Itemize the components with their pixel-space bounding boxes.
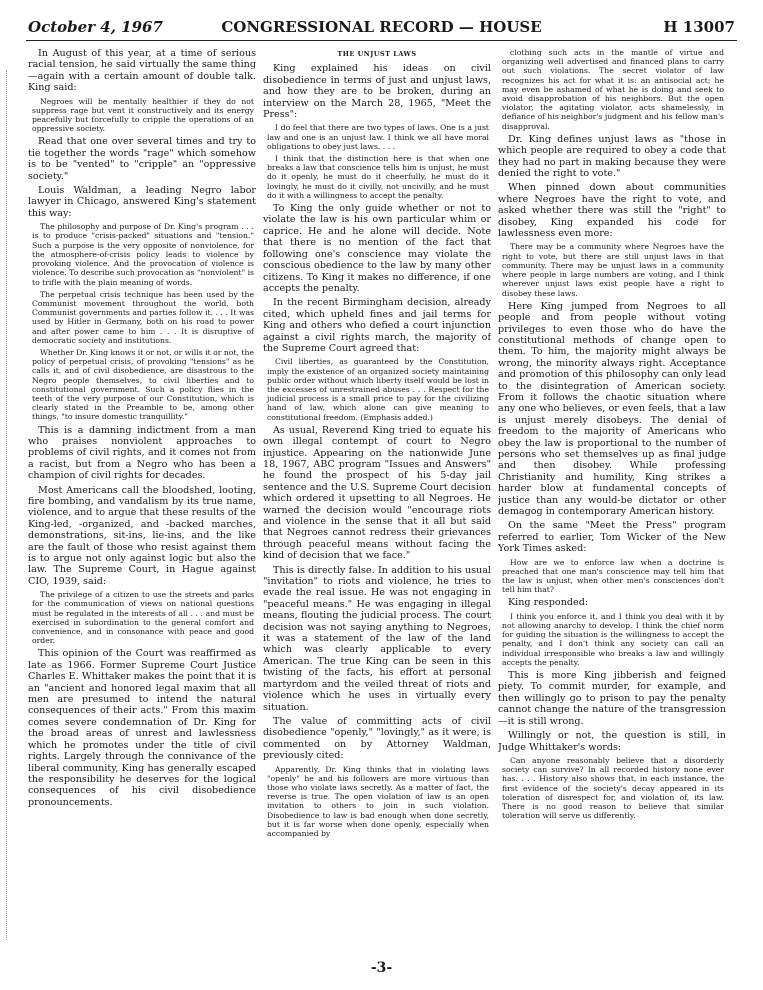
header-date: October 4, 1967 bbox=[28, 18, 163, 36]
block-quote: The philosophy and purpose of Dr. King's program . . . is to produce "crisis-packed" situations and "tension." Such a purpose is the very opposite of nonviolence, for the atmosphere-of-crisis policy leads to violence by provoking violence. And the provocation of violence is violence. To describe such provocation as "nonviolent" is to trifle with the plain meaning of words. bbox=[32, 222, 254, 287]
column-3 bbox=[498, 48, 726, 933]
header-title: CONGRESSIONAL RECORD — HOUSE bbox=[221, 18, 542, 36]
paragraph: Louis Waldman, a leading Negro labor lawyer in Chicago, answered King's statement this way: bbox=[28, 185, 256, 219]
paragraph: In the recent Birmingham decision, already cited, which upheld fines and jail terms for King and others who defied a court injunction against a civil rights march, the majority of the Supreme Court agreed that: bbox=[263, 297, 491, 354]
column-1 bbox=[28, 48, 256, 933]
section-heading: THE UNJUST LAWS bbox=[337, 50, 417, 58]
paragraph: As usual, Reverend King tried to equate his own illegal contempt of court to Negro injustice. Appearing on the nationwide June 18, 1967, ABC program "Issues and Answers" he found the prospect of his 5-day jail sentence and the U.S. Supreme Court decision which ordered it upsetting to all Negroes. He warned the decision would "encourage riots and violence in the sense that it all but said that Negroes cannot redress their grievances through peaceful means without facing the kind of decision that we face." bbox=[263, 424, 491, 562]
block-quote: I do feel that there are two types of laws. One is a just law and one is an unjust law. I think we all have moral obligations to obey just laws. . . . bbox=[267, 123, 489, 151]
paragraph: This is directly false. In addition to his usual "invitation" to riots and violence, he tries to evade the real issue. He was not engaging in "peaceful means." He was engaging in illegal means, flouting the judicial process. The court decision was not saying anything to Negroes, it was a statement of the law of the land which was clearly applicable to every American. The true King can be seen in this twisting of the facts, his effort at personal martyrdom and the veiled threat of riots and violence which he uses in virtually every situation. bbox=[263, 564, 491, 713]
paragraph: This opinion of the Court was reaffirmed as late as 1966. Former Supreme Court Justice Charles E. Whittaker makes the point that it is an "ancient and honored legal maxim that all men are presumed to intend the natural consequences of their acts." From this maxim comes severe condemnation of Dr. King for the broad areas of unrest and lawlessness which he promotes under the title of civil rights. Largely through the connivance of the liberal community, King has generally escaped the responsibility he deserves for the logical consequences of his civil disobedience pronouncements. bbox=[28, 648, 256, 808]
paragraph: Most Americans call the bloodshed, looting, fire bombing, and vandalism by its true name, violence, and to argue that these results of the King-led, -organized, and -backed marches, demonstrations, sit-ins, lie-ins, and the like are the fault of those who resist against them is to argue not only against logic but also the law. The Supreme Court, in Hague against CIO, 1939, said: bbox=[28, 484, 256, 587]
margin-marking bbox=[6, 70, 13, 940]
block-quote: clothing such acts in the mantle of virtue and organizing well advertised and financed plans to carry out such violations. The secret violator of law recognizes his act for what it is: an antisocial act; he may even be ashamed of what he is doing and seek to avoid disapprobation of his neighbors. But the open violator, the agitating violator, acts shamelessly, in defiance of his neighbor's judgment and his fellow man's disapproval. bbox=[502, 48, 724, 131]
paragraph: The value of committing acts of civil disobedience "openly," "lovingly," as it were, is commented on by Attorney Waldman, previously cited: bbox=[263, 715, 491, 762]
paragraph: Willingly or not, the question is still, in Judge Whittaker's words: bbox=[498, 730, 726, 753]
paragraph: This is more King jibberish and feigned piety. To commit murder, for example, and then willingly go to prison to pay the penalty cannot change the nature of the transgression—it is still wrong. bbox=[498, 670, 726, 727]
paragraph: This is a damning indictment from a man who praises nonviolent approaches to problems of civil rights, and it comes not from a racist, but from a Negro who has been a champion of civil rights for decades. bbox=[28, 424, 256, 482]
header-page-number: H 13007 bbox=[663, 18, 735, 36]
header-rule bbox=[26, 40, 737, 41]
block-quote: Civil liberties, as guaranteed by the Constitution, imply the existence of an organized society maintaining public order without which liberty itself would be lost in the excesses of unrestrained abuses . . . Respect for the judicial process is a small price to pay for the civilizing hand of law, which alone can give meaning to constitutional freedom. (Emphasis added.) bbox=[267, 357, 489, 422]
paragraph: On the same "Meet the Press" program referred to earlier, Tom Wicker of the New York Times asked: bbox=[498, 520, 726, 555]
paragraph: In August of this year, at a time of serious racial tension, he said virtually the same thing—again with a certain amount of double talk. King said: bbox=[28, 48, 256, 94]
paragraph: When pinned down about communities where Negroes have the right to vote, and asked whether there was still the "right" to disobey, King expanded his code for lawlessness even more: bbox=[498, 182, 726, 240]
paragraph: King responded: bbox=[508, 597, 589, 609]
paragraph: Dr. King defines unjust laws as "those in which people are required to obey a code that they had no part in making because they were denied the right to vote." bbox=[498, 133, 726, 180]
block-quote: How are we to enforce law when a doctrine is preached that one man's conscience may tell him that the law is unjust, when other men's consciences don't tell him that? bbox=[502, 557, 724, 595]
block-quote: Whether Dr. King knows it or not, or wills it or not, the policy of perpetual crisis, of provoking "tensions" as he calls it, and of civil disobedience, are disastrous to the Negro people themselves, to civil liberties and to constitutional government. Such a policy flies in the teeth of the very purpose of our Constitution, which is clearly stated in the Preamble to be, among other things, "to insure domestic tranquillity." bbox=[32, 347, 254, 422]
block-quote: Apparently, Dr. King thinks that in violating laws "openly" he and his followers are more virtuous than those who violate laws secretly. As a matter of fact, the reverse is true. The open violation of law is an open invitation to others to join in such violation. Disobedience to law is bad enough when done secretly, but it is far worse when done openly, especially when accompanied by bbox=[267, 764, 489, 838]
paragraph: King explained his ideas on civil disobedience in terms of just and unjust laws, and how they are to be broken, during an interview on the March 28, 1965, "Meet the Press": bbox=[263, 63, 491, 121]
block-quote: I think that the distinction here is that when one breaks a law that conscience tells him is unjust, he must do it openly, he must do it cheerfully, he must do it lovingly, he must do it civilly, not uncivilly, and he must do it with a willingness to accept the penalty. bbox=[267, 154, 489, 200]
footer-page-number: -3- bbox=[370, 960, 393, 976]
block-quote: I think you enforce it, and I think you deal with it by not allowing anarchy to develop. I think the chief norm for guiding the situation is the willingness to accept the penalty, and I don't think any society can call an individual irresponsible who breaks a law and willingly accepts the penalty. bbox=[502, 611, 724, 667]
paragraph: Here King jumped from Negroes to all people and from people without voting privileges to even those who do have the constitutional methods of change open to them. To him, the majority might always be wrong, the minority always right. Acceptance and promotion of this philosophy can only lead to the disintegration of American society. From it follows the chaotic situation where any one who believes, or even feels, that a law is unjust merely disobeys. The denial of freedom to the majority of Americans who obey the law is proportional to the number of persons who set themselves up as final judge and then disobey. While professing Christianity and humility, King strikes a harder blow at fundamental concepts of justice than any would-be dictator or other demagog in contemporary American history. bbox=[498, 300, 726, 518]
paragraph: Read that one over several times and try to tie together the words "rage" which somehow is to be "vented" to "cripple" an "oppressive society." bbox=[28, 136, 256, 182]
block-quote: The perpetual crisis technique has been used by the Communist movement throughout the world, both Communist governments and parties follow it. . . . It was used by Hitler in Germany, both on his road to power and after power came to him . . . It is disruptive of democratic society and institutions. bbox=[32, 289, 254, 345]
block-quote: Negroes will be mentally healthier if they do not suppress rage but vent it constructively and its energy peacefully but forcefully to cripple the operations of an oppressive society. bbox=[32, 96, 254, 134]
page-header bbox=[28, 18, 735, 40]
column-2 bbox=[263, 48, 491, 933]
paragraph: To King the only guide whether or not to violate the law is his own particular whim or caprice. He and he alone will decide. Note that there is no mention of the fact that following one's conscience may violate the conscious obedience to the law by many other citizens. To King it makes no difference, if one accepts the penalty. bbox=[263, 203, 491, 294]
block-quote: The privilege of a citizen to use the streets and parks for the communication of views on national questions must be regulated in the interests of all . . . and must be exercised in subordination to the general comfort and convenience, and in consonance with peace and good order. bbox=[32, 590, 254, 646]
block-quote: Can anyone reasonably believe that a disorderly society can survive? In all recorded history none ever has. . . . History also shows that, in each instance, the first evidence of the society's decay appeared in its toleration of disrespect for, and violation of, its law. There is no good reason to believe that similar toleration will serve us differently. bbox=[502, 755, 724, 821]
block-quote: There may be a community where Negroes have the right to vote, but there are still unjust laws in that community. There may be unjust laws in a community where people in large numbers are voting, and I think wherever unjust laws exist people have a right to disobey these laws. bbox=[502, 242, 724, 298]
